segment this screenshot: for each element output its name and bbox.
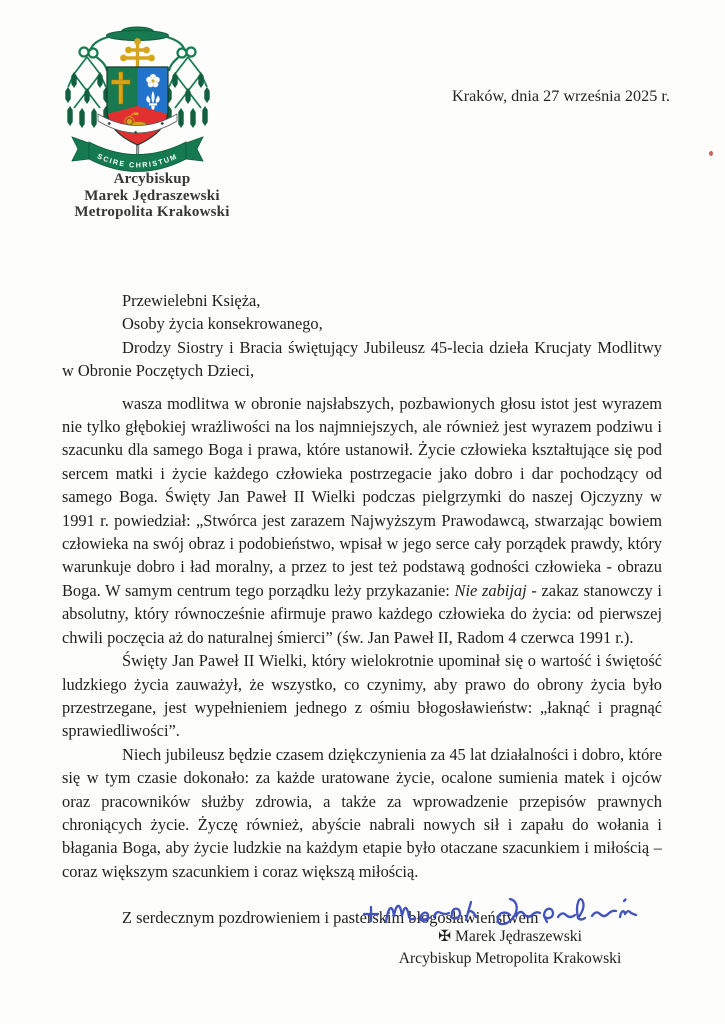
salutation-line: Osoby życia konsekrowanego, (122, 314, 323, 334)
crest-motto: SCIRE CHRISTUM (95, 151, 180, 170)
body-paragraph: wasza modlitwa w obronie najsłabszych, pozbawionych głosu istot jest wyrazem nie tylko głębokiej wrażliwości na los najmniejszych, ale również jest wyrazem podziwu i szacunku dla samego Boga i prawa, które ustanowił. Życie człowieka kształtujące się pod sercem matki i życie każdego człowieka postrzegacie jako dobro i dar pochodzący od samego Boga. Święty Jan Paweł II Wielki podczas pielgrzymki do naszej Ojczyzny w 1991 r. powiedział: „Stwórca jest zarazem Najwyższym Prawodawcą, stwarzając bowiem człowieka na swój obraz i podobieństwo, wpisał w jego serce cały porządek prawdy, który warunkuje dobro i ład moralny, a przez to jest też podstawą godności człowieka - obrazu Boga. W samym centrum tego porządku leży przykazanie: Nie zabijaj - zakaz stanowczy i absolutny, który równocześnie afirmuje prawo każdego człowieka do życia: od pierwszej chwili poczęcia aż do naturalnej śmierci” (św. Jan Paweł II, Radom 4 czerwca 1991 r.). (62, 393, 662, 647)
salutation-line: Drodzy Siostry i Bracia świętujący Jubileusz 45-lecia dzieła Krucjaty Modlitwy w Obronie Poczętych Dzieci, (62, 337, 662, 381)
printed-signature-title: Arcybiskup Metropolita Krakowski (398, 950, 622, 967)
printed-signature-name: ✠ Marek Jędraszewski (438, 928, 582, 945)
sender-block (42, 171, 262, 221)
sender-line-role: Metropolita Krakowski (74, 204, 230, 220)
date-line: Kraków, dnia 27 września 2025 r. (452, 87, 670, 105)
scan-artifact-dot (709, 151, 713, 156)
salutation-line: Przewielebni Księża, (122, 291, 261, 310)
body-paragraphs (62, 392, 662, 884)
closing-line: Z serdecznym pozdrowieniem i pasterskim błogosławieństwem (122, 908, 539, 928)
body-paragraph: Święty Jan Paweł II Wielki, który wielokrotnie upominał się o wartość i świętość ludzkiego życia zauważył, że wszystko, co czynimy, aby prawo do obrony życia było przestrzegane, jest wypełnieniem jednego z ośmiu błogosławieństw: „łaknąć i pragnąć sprawiedliwości”. (62, 651, 662, 741)
printed-signature (330, 926, 690, 970)
coat-of-arms-icon (64, 24, 212, 174)
sender-line-name: Marek Jędraszewski (84, 187, 220, 204)
body-paragraph: Niech jubileusz będzie czasem dziękczynienia za 45 lat działalności i dobro, które się w tym czasie dokonało: za każde uratowane życie, ocalone sumienia matek i ojców oraz pracowników służby zdrowia, a także za wprowadzenie przepisów prawnych chroniących życie. Życzę również, abyście nabrali nowych sił i zapału do wołania i błagania Boga, aby życie ludzkie na każdym etapie było otaczane szacunkiem i miłością – coraz większym szacunkiem i coraz większą miłością. (62, 744, 662, 881)
letter-text (62, 289, 662, 930)
sender-line-title: Arcybiskup (113, 171, 191, 187)
salutation (62, 289, 662, 383)
